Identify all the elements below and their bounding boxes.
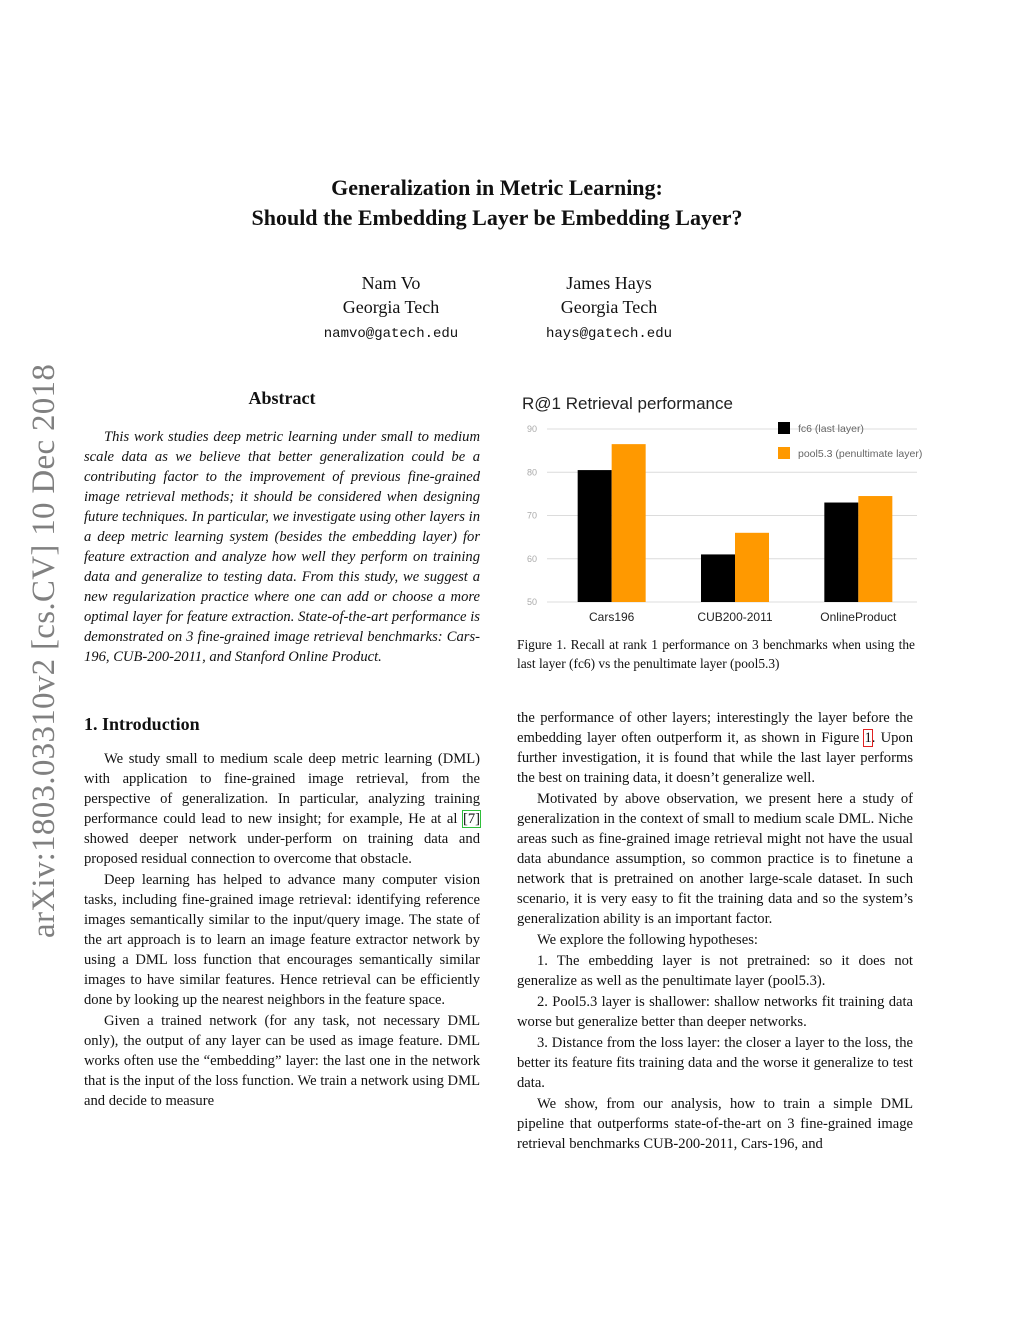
hypothesis-2: 2. Pool5.3 layer is shallower: shallow networks fit training data worse but generalize better than deeper networks. [517, 994, 913, 1030]
citation-link[interactable]: [7] [462, 811, 480, 827]
intro-paragraph-3: Given a trained network (for any task, not necessary DML only), the output of any layer can be used as image feature. DML works often use the “embedding” layer: the last one in the network that is the input of the loss function. We train a network using DML and decide to measure [84, 1013, 480, 1109]
title-line-2: Should the Embedding Layer be Embedding Layer? [251, 205, 743, 230]
right-paragraph-4: We show, from our analysis, how to train a simple DML pipeline that outperforms state-of-the-art on 3 fine-grained image retrieval benchmarks CUB-200-2011, Cars-196, and [517, 1096, 913, 1152]
author-affiliation: Georgia Tech [560, 297, 658, 317]
section-heading-introduction: 1. Introduction [84, 714, 200, 734]
author-1 [271, 271, 511, 345]
right-paragraph-3: We explore the following hypotheses: [537, 932, 758, 948]
author-email[interactable]: namvo@gatech.edu [323, 326, 459, 342]
hypothesis-3: 3. Distance from the loss layer: the closer a layer to the loss, the better its feature fits training data and the worse it generalize to test data. [517, 1035, 913, 1091]
bar-pool53-1 [735, 533, 769, 602]
y-tick-label: 80 [527, 467, 538, 478]
figure-1-chart [517, 384, 937, 634]
figure-1-caption: Figure 1. Recall at rank 1 performance on 3 benchmarks when using the last layer (fc6) vs the penultimate layer (pool5.3) [517, 637, 915, 671]
legend-swatch [778, 422, 790, 434]
bar-fc6-2 [824, 503, 858, 602]
x-tick-label: Cars196 [588, 610, 635, 624]
left-column [84, 385, 480, 1112]
arxiv-stamp: arXiv:1803.03310v2 [cs.CV] 10 Dec 2018 [26, 363, 62, 938]
figure-ref-link[interactable]: 1 [864, 730, 872, 746]
intro-paragraph-2: Deep learning has helped to advance many computer vision tasks, including fine-grained image retrieval: identifying reference images semantically similar to the input/query image. The state of the art approach is to learn an image feature extractor network by using a DML loss function that encourages semantically similar images to have similar features. Hence retrieval can be efficiently done by looking up the nearest neighbors in the feature space. [84, 872, 480, 1008]
abstract-text: This work studies deep metric learning under small to medium scale data as we believe that better generalization could be a contributing factor to the improvement of previous fine-grained image retrieval methods; it should be considered when designing future techniques. In particular, we investigate using other layers in a deep metric learning system (besides the embedding layer) for feature extraction and analyze how well they perform on training data and generalize to testing data. From this study, we suggest a new regularization practice where one can add or choose a more optimal layer for feature extraction. State-of-the-art performance is demonstrated on 3 fine-grained image retrieval benchmarks: Cars-196, CUB-200-2011, and Stanford Online Product. [84, 429, 480, 665]
bar-pool53-2 [858, 496, 892, 602]
y-tick-label: 60 [527, 553, 538, 564]
author-email[interactable]: hays@gatech.edu [545, 326, 673, 342]
paper-title [150, 173, 844, 233]
y-tick-label: 50 [527, 597, 538, 607]
bar-chart [517, 384, 937, 634]
right-paragraph-1: the performance of other layers; interestingly the layer before the embedding layer often outperform it, as shown in Figure 1. Upon further investigation, it is found that while the last layer performs the best on training data, it doesn’t generalize well. [517, 710, 913, 786]
hypothesis-1: 1. The embedding layer is not pretrained: so it does not generalize as well as the penultimate layer (pool5.3). [517, 953, 913, 989]
chart-title: R@1 Retrieval performance [522, 394, 733, 413]
legend-label: pool5.3 (penultimate layer) [798, 448, 923, 460]
author-affiliation: Georgia Tech [342, 297, 440, 317]
bar-fc6-0 [578, 470, 612, 602]
title-line-1: Generalization in Metric Learning: [331, 175, 663, 200]
bar-fc6-1 [701, 554, 735, 602]
right-column [517, 708, 913, 1155]
author-name: Nam Vo [361, 273, 421, 293]
y-tick-label: 90 [527, 424, 538, 434]
author-name: James Hays [566, 273, 652, 293]
intro-paragraph-1: We study small to medium scale deep metric learning (DML) with application to fine-grained image retrieval, from the perspective of generalization. In particular, analyzing training performance could lead to new insight; for example, He at al [7] showed deeper network under-perform on training data and proposed residual connection to overcome that obstacle. [84, 751, 480, 867]
legend-swatch [778, 447, 790, 459]
author-2 [489, 271, 729, 345]
x-tick-label: CUB200-2011 [697, 610, 773, 624]
legend-label: fc6 (last layer) [798, 423, 864, 435]
x-tick-label: OnlineProduct [820, 610, 897, 624]
abstract-heading: Abstract [248, 388, 316, 408]
right-paragraph-2: Motivated by above observation, we present here a study of generalization in the context of small to medium scale DML. Niche areas such as fine-grained image retrieval might not have the usual data abundance assumption, so common practice is to finetune a network that is pretrained on another large-scale dataset. In such scenario, it is very easy to fit the training data and so the system’s generalization ability is an important factor. [517, 791, 913, 927]
bar-pool53-0 [612, 444, 646, 602]
y-tick-label: 70 [527, 510, 538, 521]
